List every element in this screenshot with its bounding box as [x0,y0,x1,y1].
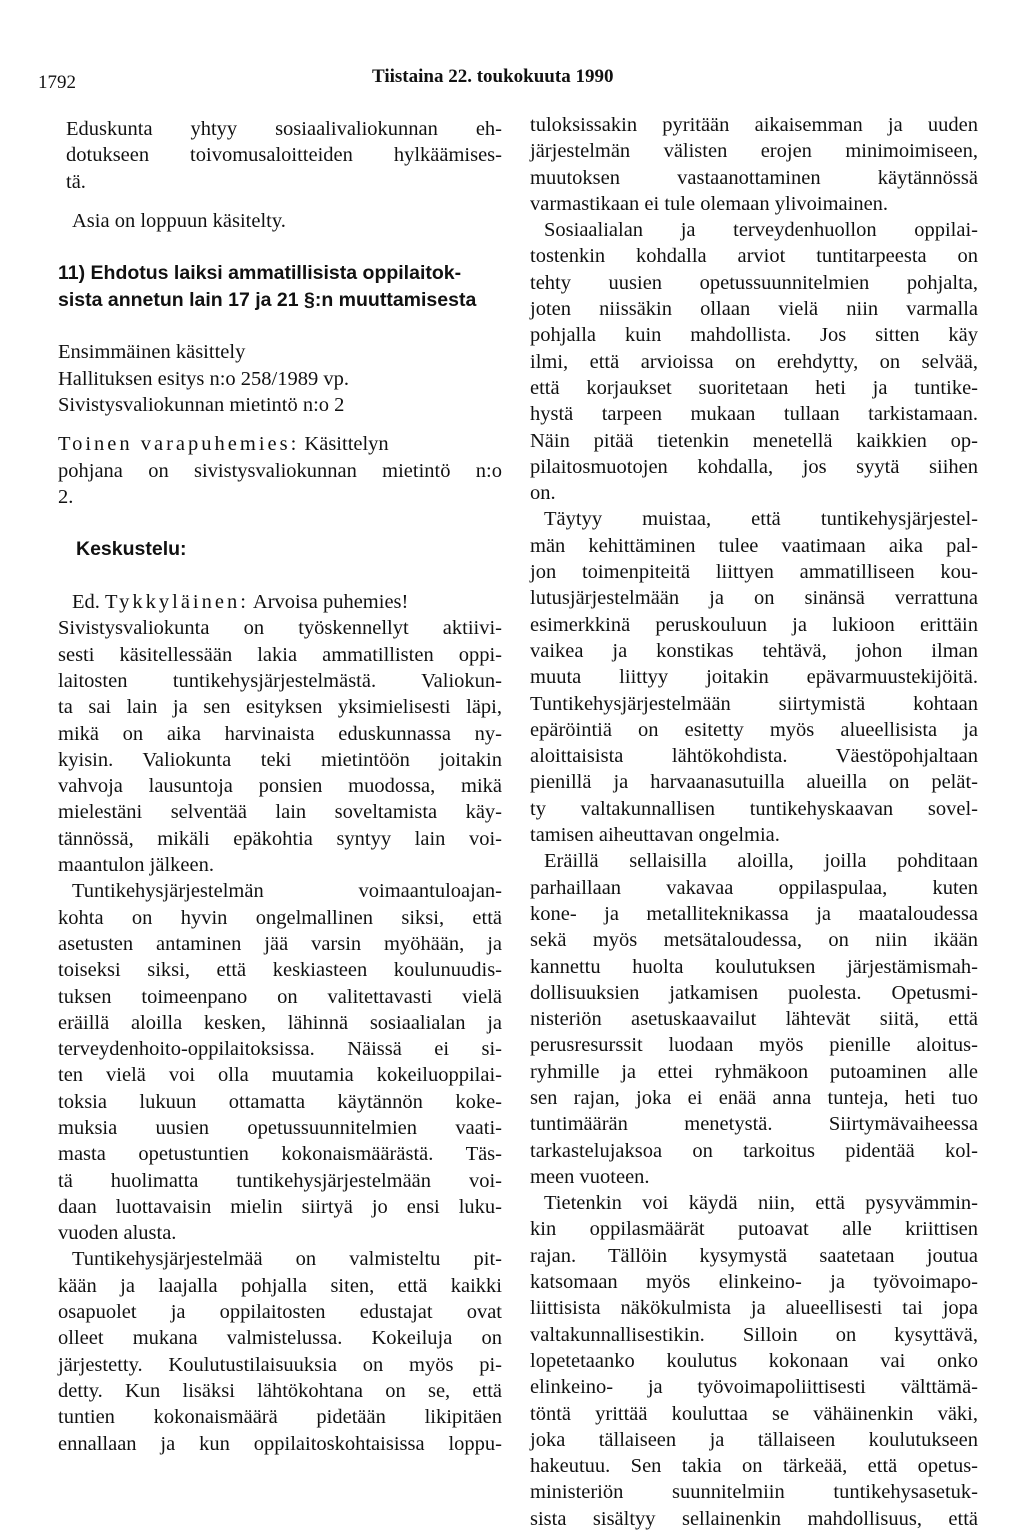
text-line: Täytyy muistaa, että tuntikehysjärjestel- [544,508,978,531]
text-line: nisteriön asetuskaavailut lähtevät siitä, että [530,1008,978,1031]
paragraph-social-sector [530,217,978,506]
text-line: parhaillaan vakavaa oppilaspulaa, kuten [530,876,978,899]
text-line: tuntien kokonaismäärä pidetään likipitäen [58,1406,502,1429]
text-line: tännössä, mikäli epäkohtia syntyy lain voi- [58,827,502,850]
text-line: Hallituksen esitys n:o 258/1989 vp. [58,367,349,390]
paragraph-continuation [530,112,978,217]
text-line: män kehittäminen tulee vaatimaan aika pal- [530,534,978,557]
text-line: vahvoja lausuntoja ponsien muodossa, mikä [58,775,502,798]
text-line: järjestelmän välisten erojen minimoimiseen, [530,140,978,163]
running-head-date: Tiistaina 22. toukokuuta 1990 [372,66,614,87]
text-line: Tietenkin voi käydä niin, että pysyvämmin- [544,1192,978,1215]
text-line: masta opetustuntien kokonaismäärästä. Täs- [58,1143,502,1166]
text-line: kään ja laajalla pohjalla siten, että kaikki [58,1274,502,1297]
text-line: sen rajan, joka ei enää anna tunteja, heti tuo [530,1086,978,1109]
text-line: kone- ja metalliteknikassa ja maataloudessa [530,902,978,925]
paragraph-of-course [530,1190,978,1532]
discussion-heading [66,536,502,562]
text-line: detty. Kun lisäksi lähtökohtana on se, että [58,1379,502,1402]
text-line: toksia lukuun ottamatta käytännön koke- [58,1090,502,1113]
text-line: valtakunnallisestikin. Silloin on kysyttävä, [530,1323,978,1346]
text-line: Näin pitää tietenkin menetellä kaikkien op- [530,429,978,452]
text-line: tä huolimatta tuntikehysjärjestelmään voi- [58,1169,502,1192]
text-line: asetusten antaminen jää varsin myöhään, ja [58,932,502,955]
text-line: Tuntikehysjärjestelmään siirtymistä kohtaan [530,692,978,715]
speaker-prefix: Ed. [72,591,100,614]
agenda-item-heading [58,260,502,313]
text-line: muuta liittyy joitakin epävarmuustekijöitä. [530,666,978,689]
text-line: kin oppilasmäärät putoavat alle kriittisen [530,1218,978,1241]
speaker-name: Toinen varapuhemies: [58,433,300,456]
text-line: muksia uusien opetussuunnitelmien vaati- [58,1116,502,1139]
text-line: elinkeino- ja työvoimapoliittisesti välttämä- [530,1376,978,1399]
text-line: tuloksissakin pyritään aikaisemman ja uuden [530,114,978,136]
text-line: esimerkkinä peruskouluun ja lukioon erittäin [530,613,978,636]
text-line: katsomaan myös elinkeino- ja työvoimapo- [530,1271,978,1294]
text-line: lopetetaanko koulutus kokonaan vai onko [530,1349,978,1372]
text-line: töntä yrittää kouluttaa se vähäinenkin väki, [530,1402,978,1425]
left-column [58,116,502,1457]
text-line: tamisen aiheuttavan ongelmia. [530,824,780,847]
text-line: perusresurssit luodaan myös pienille aloitus- [530,1034,978,1057]
text-line: hakeutuu. Sen takia on tärkeää, että opetus- [530,1455,978,1478]
text-line: Sivistysvaliokunta on työskennellyt aktiivi- [58,617,502,640]
right-column [530,112,978,1532]
text-line: on. [530,482,556,505]
text-line: pohjalla kuin mahdollista. Jos sitten käy [530,324,978,347]
text-line: kannettu huolta koulutuksen järjestämismah- [530,955,978,978]
text-line: lutusjärjestelmään ja on sinänsä verrattuna [530,587,978,610]
text-line: pohjana on sivistysvaliokunnan mietintö n:o [58,459,502,482]
text-line: dollisuuksien jatkamisen puolesta. Opetusmi- [530,981,978,1004]
text-line: ty valtakunnallisen tuntikehyskaavan sovel- [530,797,978,820]
heading-line: Keskustelu: [76,538,187,561]
text-line: Eduskunta yhtyy sosiaalivaliokunnan eh- [66,118,502,140]
text-line: liittisista näkökulmista ja alueellisesti tai jopa [530,1297,978,1320]
text-line: sesti käsitellessään lakia ammatillisten oppi- [58,643,502,666]
text-line: ryhmille ja ettei ryhmäkoon putoaminen alle [530,1060,978,1083]
text-line: ministeriön suunnitelmiin tuntikehysasetuk- [530,1481,978,1504]
text-line: ta sai lain ja sen esityksen yksimielisesti läpi, [58,696,502,719]
text-line: joka tällaiseen ja tällaiseen koulutukseen [530,1428,978,1451]
text-line [58,589,502,615]
paragraph-certain-fields [530,848,978,1190]
text-line: meen vuoteen. [530,1165,650,1188]
heading-line: 11) Ehdotus laiksi ammatillisista oppilaitok- [58,262,462,285]
text-line: Asia on loppuun käsitelty. [72,209,286,232]
text-line: maantulon jälkeen. [58,854,214,877]
text-line: Sosiaalialan ja terveydenhuollon oppilai- [544,219,978,242]
text-line: 2. [58,485,74,508]
text-line: Eräillä sellaisilla aloilla, joilla pohditaan [544,850,978,873]
text-line: epäröintiä on esitetty myös alueellisista ja [530,718,978,741]
text-line: että korjaukset suoritetaan heti ja tuntike- [530,376,978,399]
text-line: dotukseen toivomusaloitteiden hylkäämises- [66,144,502,167]
text-line: eräillä aloilla kesken, lähinnä sosiaalialan ja [58,1011,502,1034]
text-line: sista sisältyy sellainenkin mahdollisuus, että [530,1507,978,1530]
text-line: terveydenhoito-oppilaitoksissa. Näissä ei si- [58,1038,502,1061]
text-line [58,431,502,457]
text-line: tostenkin kohdalla arviot tuntitarpeesta on [530,245,978,268]
text-line: ennallaan ja kun oppilaitoskohtaisissa loppu- [58,1432,502,1455]
speaker-text: Arvoisa puhemies! [252,591,409,614]
text-line: mielestäni selventää lain soveltamista käy- [58,801,502,824]
text-line: pienillä ja harvaanasutuilla alueilla on pelät- [530,771,978,794]
text-line: olleet mukana valmistelussa. Kokeiluja on [58,1327,502,1350]
paragraph-committee-decision [66,116,502,195]
text-line: ilmi, että arvioissa on erehdytty, on selvää, [530,350,978,373]
paragraph-closed [66,208,502,234]
text-line: järjestetty. Koulutustilaisuuksia on myös pi- [58,1353,502,1376]
text-line: kohta on hyvin ongelmallinen siksi, että [58,906,502,929]
text-line: rajan. Tällöin kysymystä saatetaan joutua [530,1244,978,1267]
text-line: osapuolet ja oppilaitosten edustajat ovat [58,1301,502,1324]
text-line: hystä tarpeen mukaan tullaan tarkistamaan. [530,403,978,426]
text-line: Sivistysvaliokunnan mietintö n:o 2 [58,393,345,416]
text-line: vaikea ja konstikas tehtävä, johon ilman [530,639,978,662]
text-line: tuksen toimeenpano on valitettavasti vielä [58,985,502,1008]
text-line: pilaitosmuotojen kohdalla, jos syytä siihen [530,455,978,478]
text-line: mikä on aika harvinaista eduskunnassa ny- [58,722,502,745]
speaker-deputy-speaker [58,431,502,510]
text-line: daan luottavaisin mielin siirtyä jo ensi luku- [58,1195,502,1218]
paragraph-remember [530,506,978,848]
text-line: Ensimmäinen käsittely [58,341,246,364]
text-line: tehty uusien opetussuunnitelmien pohjalta, [530,271,978,294]
text-line: Tuntikehysjärjestelmän voimaantuloajan- [72,880,502,903]
text-line: aloittaisista lähtökohdista. Väestöpohjaltaan [530,745,978,768]
page-number: 1792 [38,72,76,93]
text-line: tarkastelujaksoa on tarkoitus pidentää kol- [530,1139,978,1162]
text-line: ten vielä voi olla muutamia kokeiluoppilai- [58,1064,502,1087]
text-line: kyisin. Valiokunta teki mietintöön joitakin [58,748,502,771]
text-line: Tuntikehysjärjestelmää on valmisteltu pit- [72,1248,502,1271]
text-line: varmastikaan ei tule olemaan ylivoimainen. [530,192,889,215]
text-line: tä. [66,170,86,193]
text-line: toiseksi siksi, että keskiasteen koulunuudis- [58,959,502,982]
speaker-name: Tykkyläinen: [105,591,249,614]
speaker-text: Käsittelyn [304,433,389,456]
text-line: joten niissäkin ollaan vielä niin varmalla [530,298,978,321]
text-line: sekä myös metsätaloudessa, on niin ikään [530,929,978,952]
speech-tykkylainen [58,589,502,1457]
text-line: laitosten tuntikehysjärjestelmästä. Valiokun- [58,669,502,692]
text-line: muutoksen vastaanottaminen käytännössä [530,166,978,189]
heading-line: sista annetun lain 17 ja 21 §:n muuttamisesta [58,288,477,311]
text-line: vuoden alusta. [58,1222,177,1245]
text-line: jon toimenpiteitä liittyen ammatilliseen kou- [530,561,978,584]
reading-info [58,339,502,418]
text-line: tuntimäärän menetystä. Siirtymävaiheessa [530,1113,978,1136]
